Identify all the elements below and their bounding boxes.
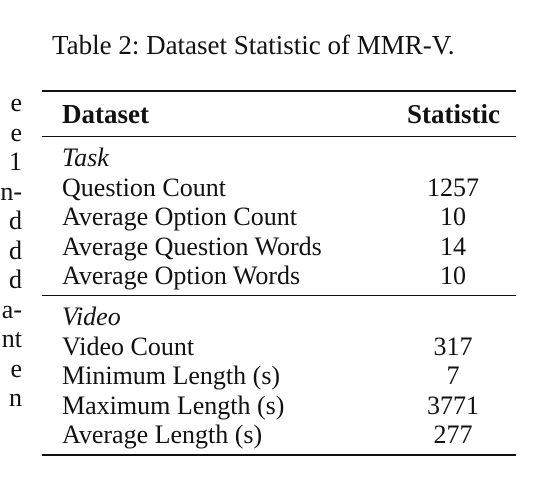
header-statistic: Statistic [407, 98, 500, 129]
table-row [42, 173, 516, 203]
table-row [42, 202, 516, 232]
table-row [42, 420, 516, 450]
row-value: 1257 [427, 172, 479, 202]
row-label: Maximum Length (s) [62, 390, 285, 420]
table-header-row [42, 92, 516, 136]
row-value: 14 [440, 231, 466, 261]
bottom-rule [42, 454, 516, 456]
section-title: Task [62, 143, 109, 173]
table-row [42, 391, 516, 421]
row-label: Average Length (s) [62, 420, 263, 450]
row-value: 10 [440, 202, 466, 232]
fragment: n- [0, 176, 22, 206]
fragment: d [9, 265, 22, 294]
header-dataset: Dataset [62, 98, 149, 129]
table-row [42, 361, 516, 391]
section-task [42, 137, 516, 295]
fragment: d [9, 206, 22, 235]
fragment: nt [1, 324, 22, 353]
table-row [42, 332, 516, 362]
row-value: 277 [433, 420, 473, 450]
fragment: d [9, 235, 22, 265]
row-value: 10 [440, 261, 466, 291]
previous-column-text-fragments [0, 88, 22, 413]
row-label: Video Count [62, 331, 195, 361]
fragment: a- [1, 294, 22, 324]
row-label: Average Option Words [62, 261, 301, 291]
fragment: 1 [9, 147, 22, 176]
table-row [42, 261, 516, 291]
table-row [42, 232, 516, 262]
row-value: 317 [433, 331, 473, 361]
fragment: e [10, 117, 22, 147]
row-label: Average Option Count [62, 202, 297, 232]
section-title: Video [62, 302, 121, 332]
row-value: 3771 [427, 390, 479, 420]
row-label: Average Question Words [62, 231, 322, 261]
row-label: Minimum Length (s) [62, 361, 281, 391]
row-label: Question Count [62, 172, 226, 202]
fragment: e [10, 88, 22, 117]
statistics-table [42, 90, 516, 456]
section-video [42, 296, 516, 454]
fragment: e [10, 353, 22, 383]
row-value: 7 [446, 361, 460, 391]
fragment: n [9, 383, 22, 412]
table-caption: Table 2: Dataset Statistic of MMR-V. [52, 30, 455, 60]
